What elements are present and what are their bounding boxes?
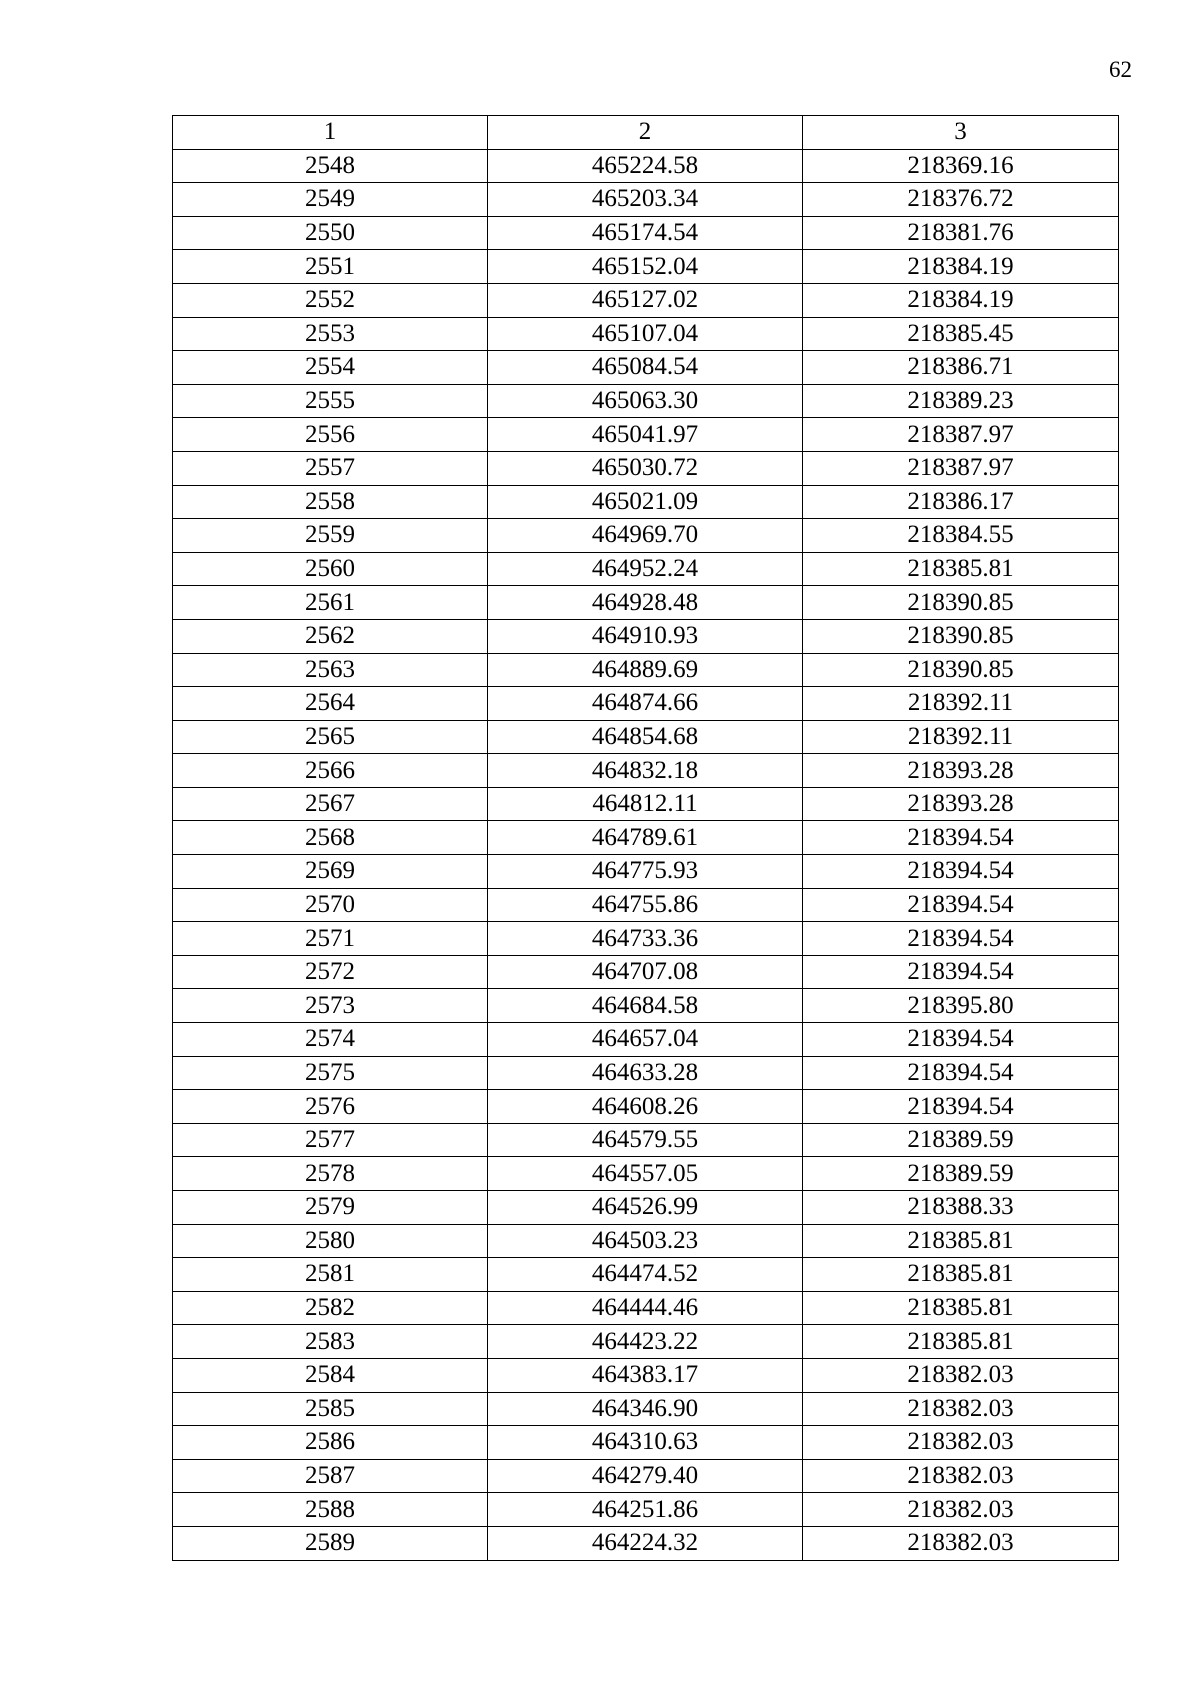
point-number-cell: 2555 — [173, 384, 488, 418]
x-coordinate-cell: 465224.58 — [488, 149, 803, 183]
table-row — [173, 351, 1119, 385]
x-coordinate-cell: 464832.18 — [488, 754, 803, 788]
x-coordinate-cell: 465084.54 — [488, 351, 803, 385]
table-row — [173, 855, 1119, 889]
point-number-cell: 2550 — [173, 216, 488, 250]
x-coordinate-cell: 465203.34 — [488, 183, 803, 217]
x-coordinate-cell: 464279.40 — [488, 1459, 803, 1493]
point-number-cell: 2551 — [173, 250, 488, 284]
table-row — [173, 451, 1119, 485]
point-number-cell: 2586 — [173, 1426, 488, 1460]
y-coordinate-cell: 218393.28 — [803, 787, 1119, 821]
table-row — [173, 888, 1119, 922]
y-coordinate-cell: 218394.54 — [803, 1023, 1119, 1057]
y-coordinate-cell: 218389.59 — [803, 1157, 1119, 1191]
x-coordinate-cell: 464854.68 — [488, 720, 803, 754]
x-coordinate-cell: 464503.23 — [488, 1224, 803, 1258]
point-number-cell: 2570 — [173, 888, 488, 922]
x-coordinate-cell: 464423.22 — [488, 1325, 803, 1359]
point-number-cell: 2561 — [173, 586, 488, 620]
y-coordinate-cell: 218392.11 — [803, 720, 1119, 754]
x-coordinate-cell: 464474.52 — [488, 1258, 803, 1292]
header-row — [173, 116, 1119, 150]
x-coordinate-cell: 465107.04 — [488, 317, 803, 351]
point-number-cell: 2553 — [173, 317, 488, 351]
point-number-cell: 2564 — [173, 687, 488, 721]
point-number-cell: 2556 — [173, 418, 488, 452]
header-cell-2: 2 — [488, 116, 803, 150]
table-row — [173, 1224, 1119, 1258]
table-row — [173, 216, 1119, 250]
y-coordinate-cell: 218390.85 — [803, 619, 1119, 653]
table-row — [173, 552, 1119, 586]
table-row — [173, 1191, 1119, 1225]
table-row — [173, 1258, 1119, 1292]
table-row — [173, 1526, 1119, 1560]
table-row — [173, 1392, 1119, 1426]
table-row — [173, 283, 1119, 317]
point-number-cell: 2569 — [173, 855, 488, 889]
table-row — [173, 1291, 1119, 1325]
table-row — [173, 989, 1119, 1023]
x-coordinate-cell: 464557.05 — [488, 1157, 803, 1191]
y-coordinate-cell: 218385.81 — [803, 552, 1119, 586]
table-row — [173, 619, 1119, 653]
x-coordinate-cell: 464789.61 — [488, 821, 803, 855]
table-row — [173, 1090, 1119, 1124]
y-coordinate-cell: 218394.54 — [803, 888, 1119, 922]
y-coordinate-cell: 218394.54 — [803, 922, 1119, 956]
y-coordinate-cell: 218385.45 — [803, 317, 1119, 351]
point-number-cell: 2560 — [173, 552, 488, 586]
point-number-cell: 2581 — [173, 1258, 488, 1292]
table-row — [173, 787, 1119, 821]
x-coordinate-cell: 464383.17 — [488, 1358, 803, 1392]
point-number-cell: 2554 — [173, 351, 488, 385]
table-row — [173, 653, 1119, 687]
x-coordinate-cell: 464733.36 — [488, 922, 803, 956]
point-number-cell: 2566 — [173, 754, 488, 788]
point-number-cell: 2572 — [173, 955, 488, 989]
point-number-cell: 2563 — [173, 653, 488, 687]
table-row — [173, 1459, 1119, 1493]
table-row — [173, 586, 1119, 620]
table-row — [173, 687, 1119, 721]
table-row — [173, 485, 1119, 519]
x-coordinate-cell: 465152.04 — [488, 250, 803, 284]
y-coordinate-cell: 218385.81 — [803, 1325, 1119, 1359]
y-coordinate-cell: 218394.54 — [803, 821, 1119, 855]
table-row — [173, 519, 1119, 553]
y-coordinate-cell: 218382.03 — [803, 1526, 1119, 1560]
point-number-cell: 2565 — [173, 720, 488, 754]
point-number-cell: 2588 — [173, 1493, 488, 1527]
point-number-cell: 2549 — [173, 183, 488, 217]
y-coordinate-cell: 218382.03 — [803, 1493, 1119, 1527]
table-row — [173, 384, 1119, 418]
coordinates-table — [172, 115, 1119, 1561]
y-coordinate-cell: 218387.97 — [803, 451, 1119, 485]
x-coordinate-cell: 464684.58 — [488, 989, 803, 1023]
y-coordinate-cell: 218394.54 — [803, 855, 1119, 889]
y-coordinate-cell: 218382.03 — [803, 1426, 1119, 1460]
x-coordinate-cell: 464444.46 — [488, 1291, 803, 1325]
table-row — [173, 821, 1119, 855]
table-row — [173, 183, 1119, 217]
x-coordinate-cell: 465063.30 — [488, 384, 803, 418]
x-coordinate-cell: 465030.72 — [488, 451, 803, 485]
point-number-cell: 2585 — [173, 1392, 488, 1426]
x-coordinate-cell: 465127.02 — [488, 283, 803, 317]
point-number-cell: 2577 — [173, 1123, 488, 1157]
point-number-cell: 2578 — [173, 1157, 488, 1191]
x-coordinate-cell: 464889.69 — [488, 653, 803, 687]
y-coordinate-cell: 218390.85 — [803, 653, 1119, 687]
point-number-cell: 2548 — [173, 149, 488, 183]
x-coordinate-cell: 465174.54 — [488, 216, 803, 250]
y-coordinate-cell: 218395.80 — [803, 989, 1119, 1023]
table-row — [173, 754, 1119, 788]
y-coordinate-cell: 218382.03 — [803, 1392, 1119, 1426]
point-number-cell: 2558 — [173, 485, 488, 519]
page-number: 62 — [1109, 57, 1132, 82]
y-coordinate-cell: 218381.76 — [803, 216, 1119, 250]
x-coordinate-cell: 464579.55 — [488, 1123, 803, 1157]
x-coordinate-cell: 464874.66 — [488, 687, 803, 721]
x-coordinate-cell: 464346.90 — [488, 1392, 803, 1426]
point-number-cell: 2575 — [173, 1056, 488, 1090]
point-number-cell: 2583 — [173, 1325, 488, 1359]
y-coordinate-cell: 218382.03 — [803, 1459, 1119, 1493]
table-row — [173, 1056, 1119, 1090]
y-coordinate-cell: 218393.28 — [803, 754, 1119, 788]
table-row — [173, 1358, 1119, 1392]
y-coordinate-cell: 218385.81 — [803, 1224, 1119, 1258]
y-coordinate-cell: 218389.23 — [803, 384, 1119, 418]
table-row — [173, 720, 1119, 754]
y-coordinate-cell: 218385.81 — [803, 1291, 1119, 1325]
table-row — [173, 922, 1119, 956]
table-row — [173, 149, 1119, 183]
x-coordinate-cell: 464952.24 — [488, 552, 803, 586]
point-number-cell: 2576 — [173, 1090, 488, 1124]
point-number-cell: 2568 — [173, 821, 488, 855]
header-cell-1: 1 — [173, 116, 488, 150]
table-body — [173, 149, 1119, 1560]
y-coordinate-cell: 218385.81 — [803, 1258, 1119, 1292]
point-number-cell: 2552 — [173, 283, 488, 317]
y-coordinate-cell: 218376.72 — [803, 183, 1119, 217]
x-coordinate-cell: 464608.26 — [488, 1090, 803, 1124]
table-row — [173, 1023, 1119, 1057]
y-coordinate-cell: 218386.17 — [803, 485, 1119, 519]
y-coordinate-cell: 218386.71 — [803, 351, 1119, 385]
point-number-cell: 2573 — [173, 989, 488, 1023]
table-row — [173, 317, 1119, 351]
y-coordinate-cell: 218382.03 — [803, 1358, 1119, 1392]
y-coordinate-cell: 218394.54 — [803, 1090, 1119, 1124]
point-number-cell: 2571 — [173, 922, 488, 956]
point-number-cell: 2562 — [173, 619, 488, 653]
x-coordinate-cell: 464910.93 — [488, 619, 803, 653]
table-row — [173, 1493, 1119, 1527]
x-coordinate-cell: 464812.11 — [488, 787, 803, 821]
point-number-cell: 2567 — [173, 787, 488, 821]
table-row — [173, 955, 1119, 989]
x-coordinate-cell: 464775.93 — [488, 855, 803, 889]
x-coordinate-cell: 464969.70 — [488, 519, 803, 553]
point-number-cell: 2587 — [173, 1459, 488, 1493]
point-number-cell: 2579 — [173, 1191, 488, 1225]
point-number-cell: 2580 — [173, 1224, 488, 1258]
y-coordinate-cell: 218392.11 — [803, 687, 1119, 721]
x-coordinate-cell: 464633.28 — [488, 1056, 803, 1090]
table-row — [173, 1426, 1119, 1460]
point-number-cell: 2559 — [173, 519, 488, 553]
x-coordinate-cell: 464707.08 — [488, 955, 803, 989]
x-coordinate-cell: 465041.97 — [488, 418, 803, 452]
table-row — [173, 418, 1119, 452]
table-row — [173, 1123, 1119, 1157]
x-coordinate-cell: 464310.63 — [488, 1426, 803, 1460]
y-coordinate-cell: 218390.85 — [803, 586, 1119, 620]
point-number-cell: 2557 — [173, 451, 488, 485]
x-coordinate-cell: 464928.48 — [488, 586, 803, 620]
y-coordinate-cell: 218387.97 — [803, 418, 1119, 452]
point-number-cell: 2574 — [173, 1023, 488, 1057]
table-header — [173, 116, 1119, 150]
y-coordinate-cell: 218394.54 — [803, 955, 1119, 989]
table-row — [173, 1157, 1119, 1191]
point-number-cell: 2584 — [173, 1358, 488, 1392]
y-coordinate-cell: 218384.19 — [803, 283, 1119, 317]
table-row — [173, 1325, 1119, 1359]
header-cell-3: 3 — [803, 116, 1119, 150]
y-coordinate-cell: 218394.54 — [803, 1056, 1119, 1090]
x-coordinate-cell: 464755.86 — [488, 888, 803, 922]
table-row — [173, 250, 1119, 284]
y-coordinate-cell: 218384.19 — [803, 250, 1119, 284]
y-coordinate-cell: 218369.16 — [803, 149, 1119, 183]
y-coordinate-cell: 218384.55 — [803, 519, 1119, 553]
x-coordinate-cell: 464251.86 — [488, 1493, 803, 1527]
x-coordinate-cell: 465021.09 — [488, 485, 803, 519]
point-number-cell: 2589 — [173, 1526, 488, 1560]
x-coordinate-cell: 464657.04 — [488, 1023, 803, 1057]
x-coordinate-cell: 464526.99 — [488, 1191, 803, 1225]
y-coordinate-cell: 218388.33 — [803, 1191, 1119, 1225]
y-coordinate-cell: 218389.59 — [803, 1123, 1119, 1157]
x-coordinate-cell: 464224.32 — [488, 1526, 803, 1560]
point-number-cell: 2582 — [173, 1291, 488, 1325]
